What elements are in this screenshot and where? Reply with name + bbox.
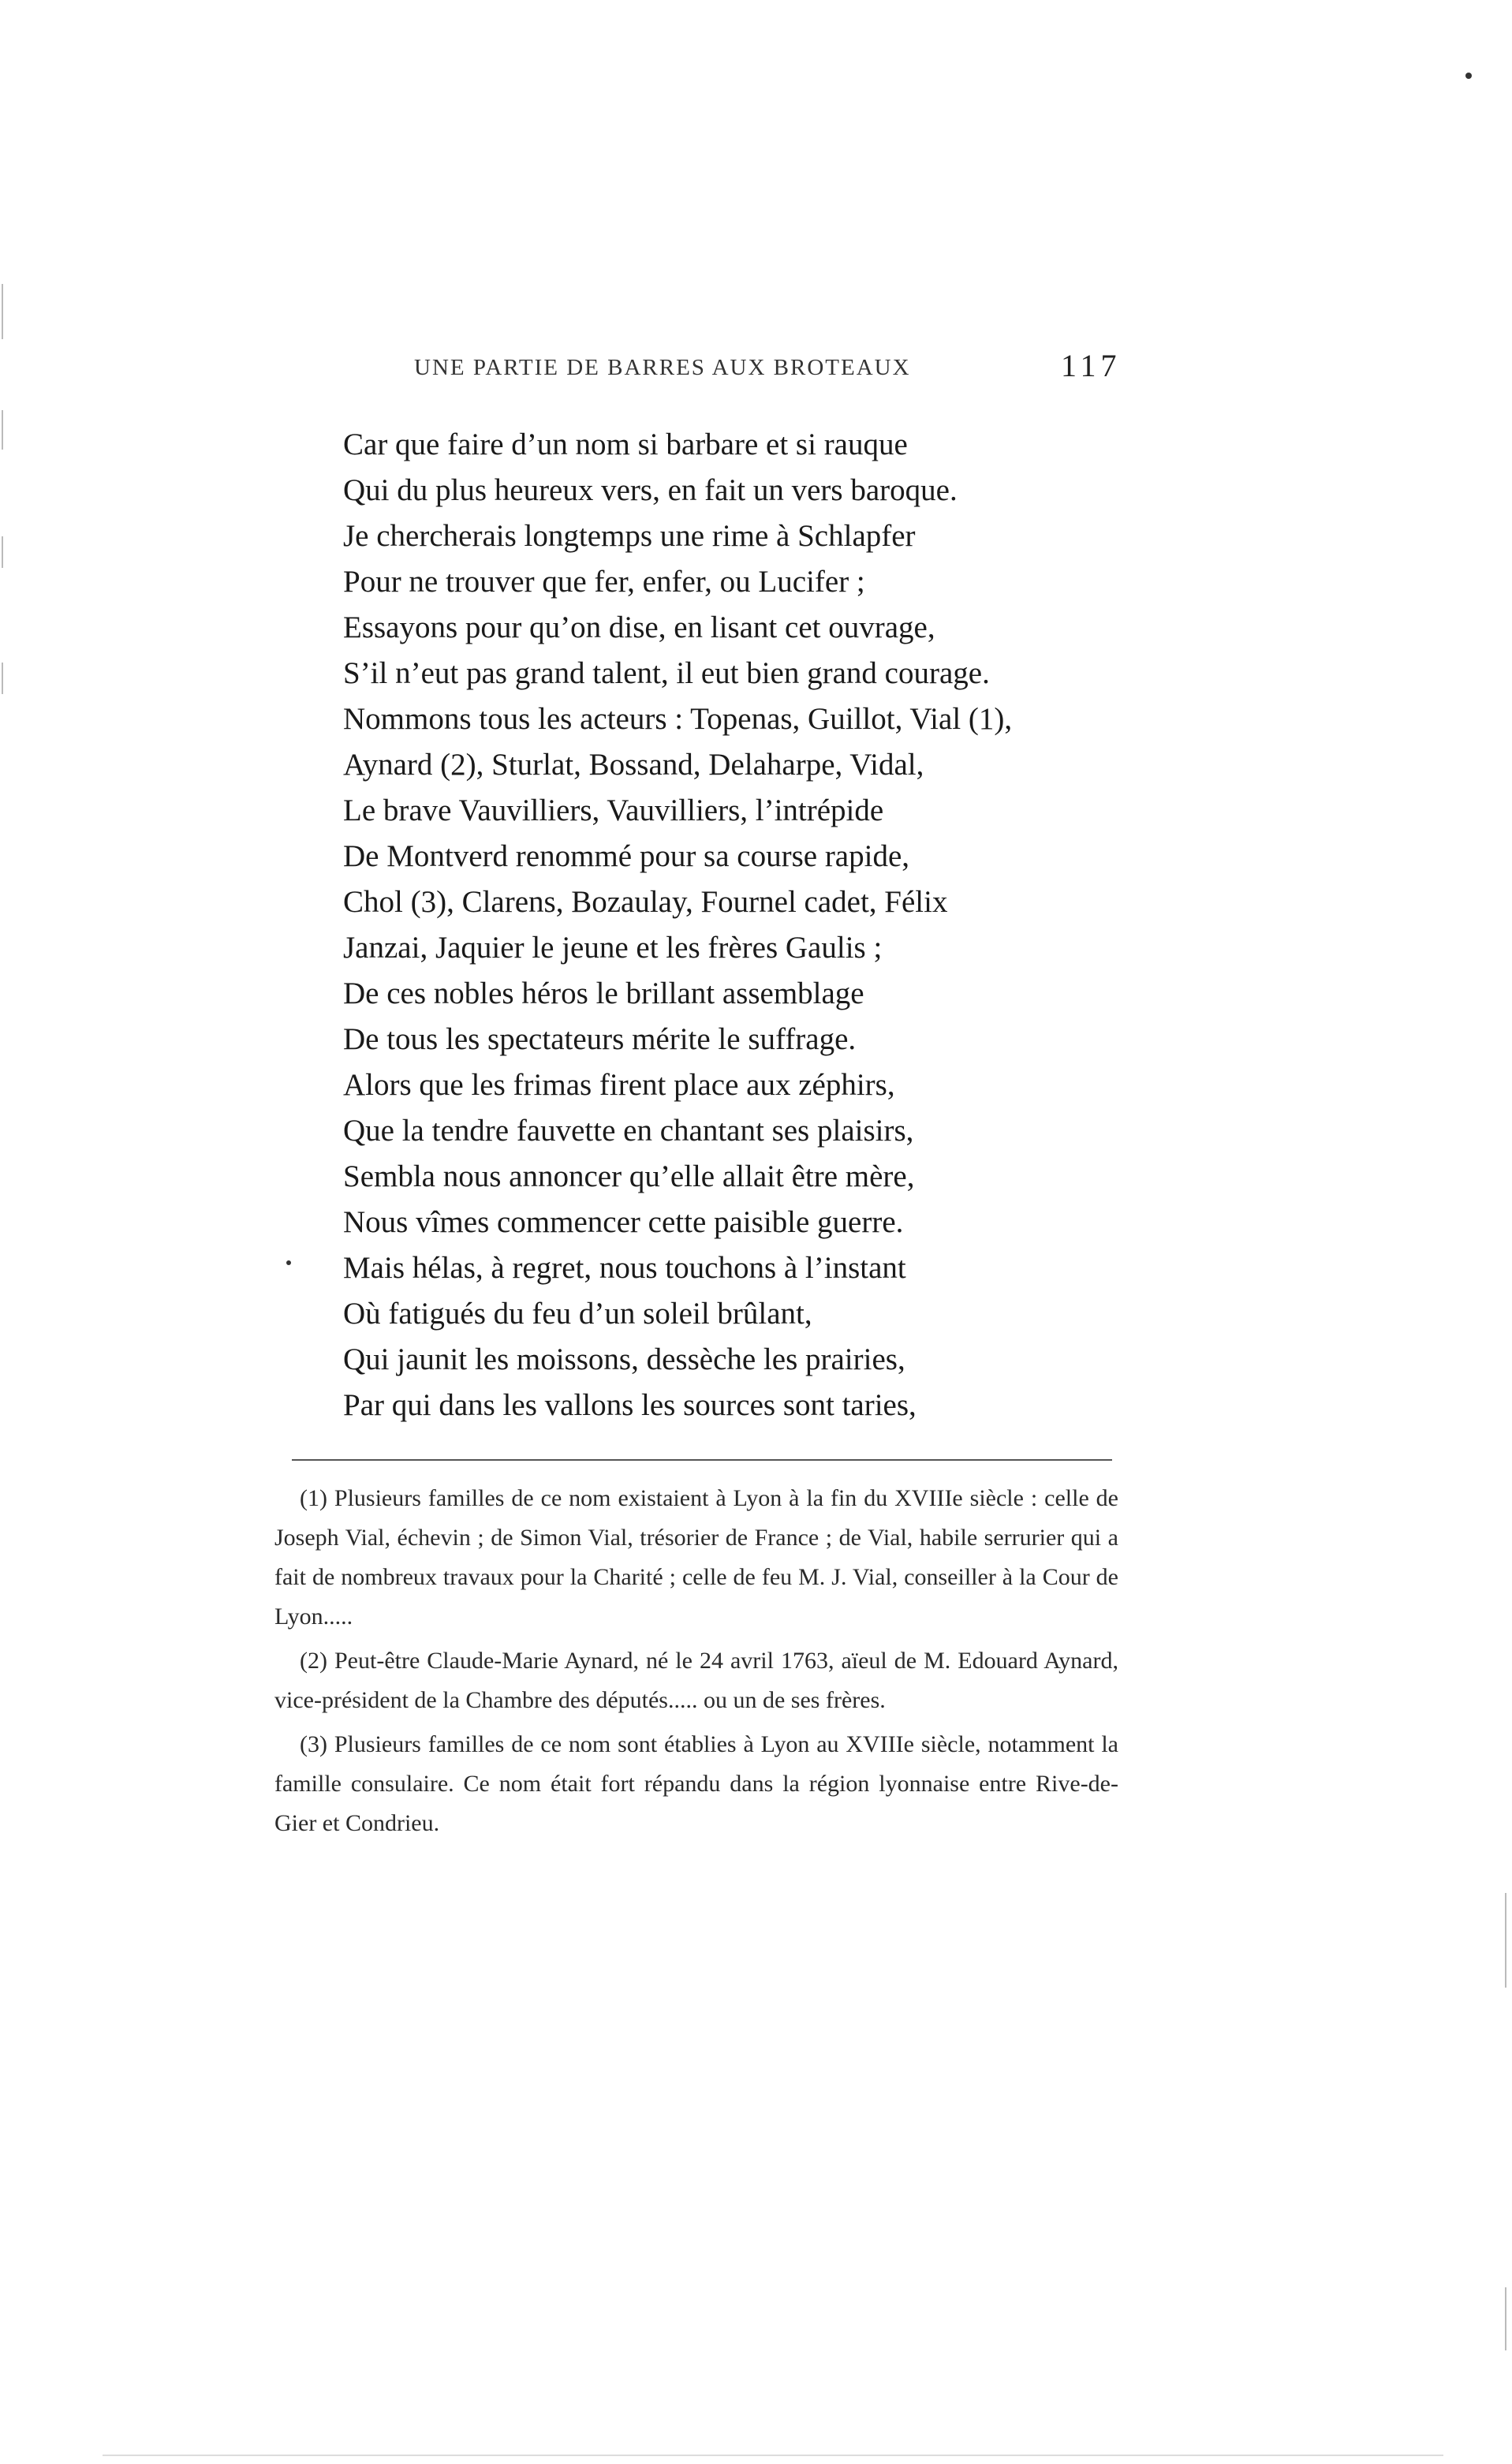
- verse-line: De ces nobles héros le brillant assemblage: [343, 976, 864, 1010]
- footnote-text: (1) Plusieurs familles de ce nom existaient à Lyon à la fin du XVIIIe siècle : celle de Joseph Vial, échevin ; de Simon Vial, trésorier de France ; de Vial, habile serrurier qui a fait de nombreux travaux pour la Charité ; celle de feu M. J. Vial, conseiller à la Cour de Lyon.....: [274, 1485, 1118, 1630]
- verse-line: Par qui dans les vallons les sources sont taries,: [343, 1388, 917, 1422]
- verse-line: Janzai, Jaquier le jeune et les frères Gaulis ;: [343, 931, 883, 965]
- verse-line: Je chercherais longtemps une rime à Schlapfer: [343, 519, 916, 553]
- scan-margin-mark: [2, 536, 3, 568]
- verse-line: De tous les spectateurs mérite le suffrage.: [343, 1022, 857, 1056]
- verse-line: Où fatigués du feu d’un soleil brûlant,: [343, 1297, 812, 1331]
- verse-line: Aynard (2), Sturlat, Bossand, Delaharpe, Vidal,: [343, 748, 924, 782]
- verse-line: Que la tendre fauvette en chantant ses plaisirs,: [343, 1114, 914, 1148]
- verse-block: [343, 422, 1171, 1428]
- verse-line: S’il n’eut pas grand talent, il eut bien grand courage.: [343, 656, 990, 690]
- page-number: 117: [1061, 348, 1122, 383]
- scan-margin-mark: [1505, 2287, 1506, 2350]
- scan-margin-mark: [103, 2455, 1443, 2456]
- verse-line: Mais hélas, à regret, nous touchons à l’instant: [343, 1251, 906, 1285]
- verse-line: Le brave Vauvilliers, Vauvilliers, l’intrépide: [343, 793, 884, 827]
- scan-margin-mark: [2, 663, 3, 694]
- verse-line: Qui jaunit les moissons, dessèche les prairies,: [343, 1342, 905, 1376]
- verse-line: Essayons pour qu’on dise, en lisant cet ouvrage,: [343, 610, 935, 644]
- scan-margin-mark: [2, 410, 3, 450]
- verse-line: Car que faire d’un nom si barbare et si rauque: [343, 427, 908, 461]
- verse-line: Sembla nous annoncer qu’elle allait être mère,: [343, 1159, 915, 1193]
- verse-line: De Montverd renommé pour sa course rapide,: [343, 839, 910, 873]
- verse-line: Nommons tous les acteurs : Topenas, Guillot, Vial (1),: [343, 702, 1013, 736]
- verse-line: Nous vîmes commencer cette paisible guerre.: [343, 1205, 904, 1239]
- footnote-1: [274, 1479, 1118, 1637]
- footnote-3: [274, 1725, 1118, 1843]
- scan-margin-mark: [1505, 1893, 1506, 1988]
- scan-dot: [286, 1260, 291, 1265]
- footnote-rule: [292, 1459, 1112, 1461]
- verse-line: Alors que les frimas firent place aux zéphirs,: [343, 1068, 895, 1102]
- footnote-text: (2) Peut-être Claude-Marie Aynard, né le 24 avril 1763, aïeul de M. Edouard Aynard, vice-président de la Chambre des députés..... ou un de ses frères.: [274, 1648, 1118, 1713]
- footnote-2: [274, 1641, 1118, 1720]
- verse-line: Qui du plus heureux vers, en fait un vers baroque.: [343, 473, 958, 507]
- footnote-text: (3) Plusieurs familles de ce nom sont établies à Lyon au XVIIIe siècle, notamment la famille consulaire. Ce nom était fort répandu dans la région lyonnaise entre Rive-de-Gier et Condrieu.: [274, 1731, 1118, 1836]
- footnotes: [274, 1479, 1118, 1848]
- scan-margin-mark: [2, 284, 3, 339]
- verse-line: Pour ne trouver que fer, enfer, ou Lucifer ;: [343, 565, 865, 599]
- verse-line: Chol (3), Clarens, Bozaulay, Fournel cadet, Félix: [343, 885, 948, 919]
- scan-dot: [1465, 73, 1472, 79]
- running-head: UNE PARTIE DE BARRES AUX BROTEAUX: [414, 355, 911, 380]
